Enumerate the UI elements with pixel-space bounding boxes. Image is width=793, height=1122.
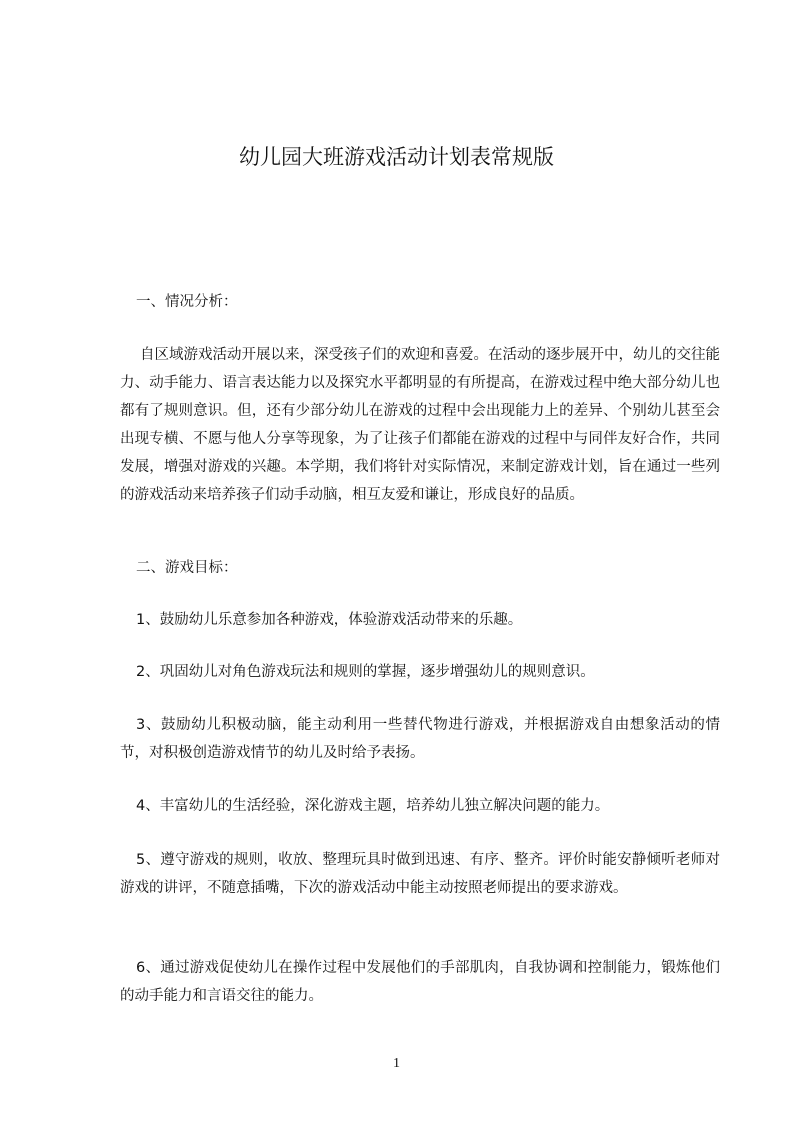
document-title: 幼儿园大班游戏活动计划表常规版	[239, 145, 554, 169]
goal-item-2: 2、巩固幼儿对角色游戏玩法和规则的掌握，逐步增强幼儿的规则意识。	[136, 664, 595, 680]
goal-item-3: 3、鼓励幼儿积极动脑，能主动利用一些替代物进行游戏，并根据游戏自由想象活动的情节，对积极创造游戏情节的幼儿及时给予表扬。	[120, 717, 720, 761]
section-heading-analysis: 一、情况分析：	[136, 294, 238, 310]
section-heading-goals: 二、游戏目标：	[136, 560, 238, 576]
goal-item-4: 4、丰富幼儿的生活经验，深化游戏主题，培养幼儿独立解决问题的能力。	[136, 798, 610, 814]
goal-item-6: 6、通过游戏促使幼儿在操作过程中发展他们的手部肌肉，自我协调和控制能力，锻炼他们的动手能力和言语交往的能力。	[120, 960, 720, 1004]
goal-item-5: 5、遵守游戏的规则，收放、整理玩具时做到迅速、有序、整齐。评价时能安静倾听老师对游戏的讲评，不随意插嘴，下次的游戏活动中能主动按照老师提出的要求游戏。	[120, 852, 720, 896]
page-number: 1	[393, 1056, 400, 1071]
goal-item-1: 1、鼓励幼儿乐意参加各种游戏，体验游戏活动带来的乐趣。	[136, 612, 523, 628]
analysis-paragraph: 自区域游戏活动开展以来，深受孩子们的欢迎和喜爱。在活动的逐步展开中，幼儿的交往能力、动手能力、语言表达能力以及探究水平都明显的有所提高，在游戏过程中绝大部分幼儿也都有了规则意识。但，还有少部分幼儿在游戏的过程中会出现能力上的差异、个别幼儿甚至会出现专横、不愿与他人分享等现象，为了让孩子们都能在游戏的过程中与同伴友好合作，共同发展，增强对游戏的兴趣。本学期，我们将针对实际情况，来制定游戏计划，旨在通过一些列的游戏活动来培养孩子们动手动脑，相互友爱和谦让，形成良好的品质。	[120, 347, 720, 503]
